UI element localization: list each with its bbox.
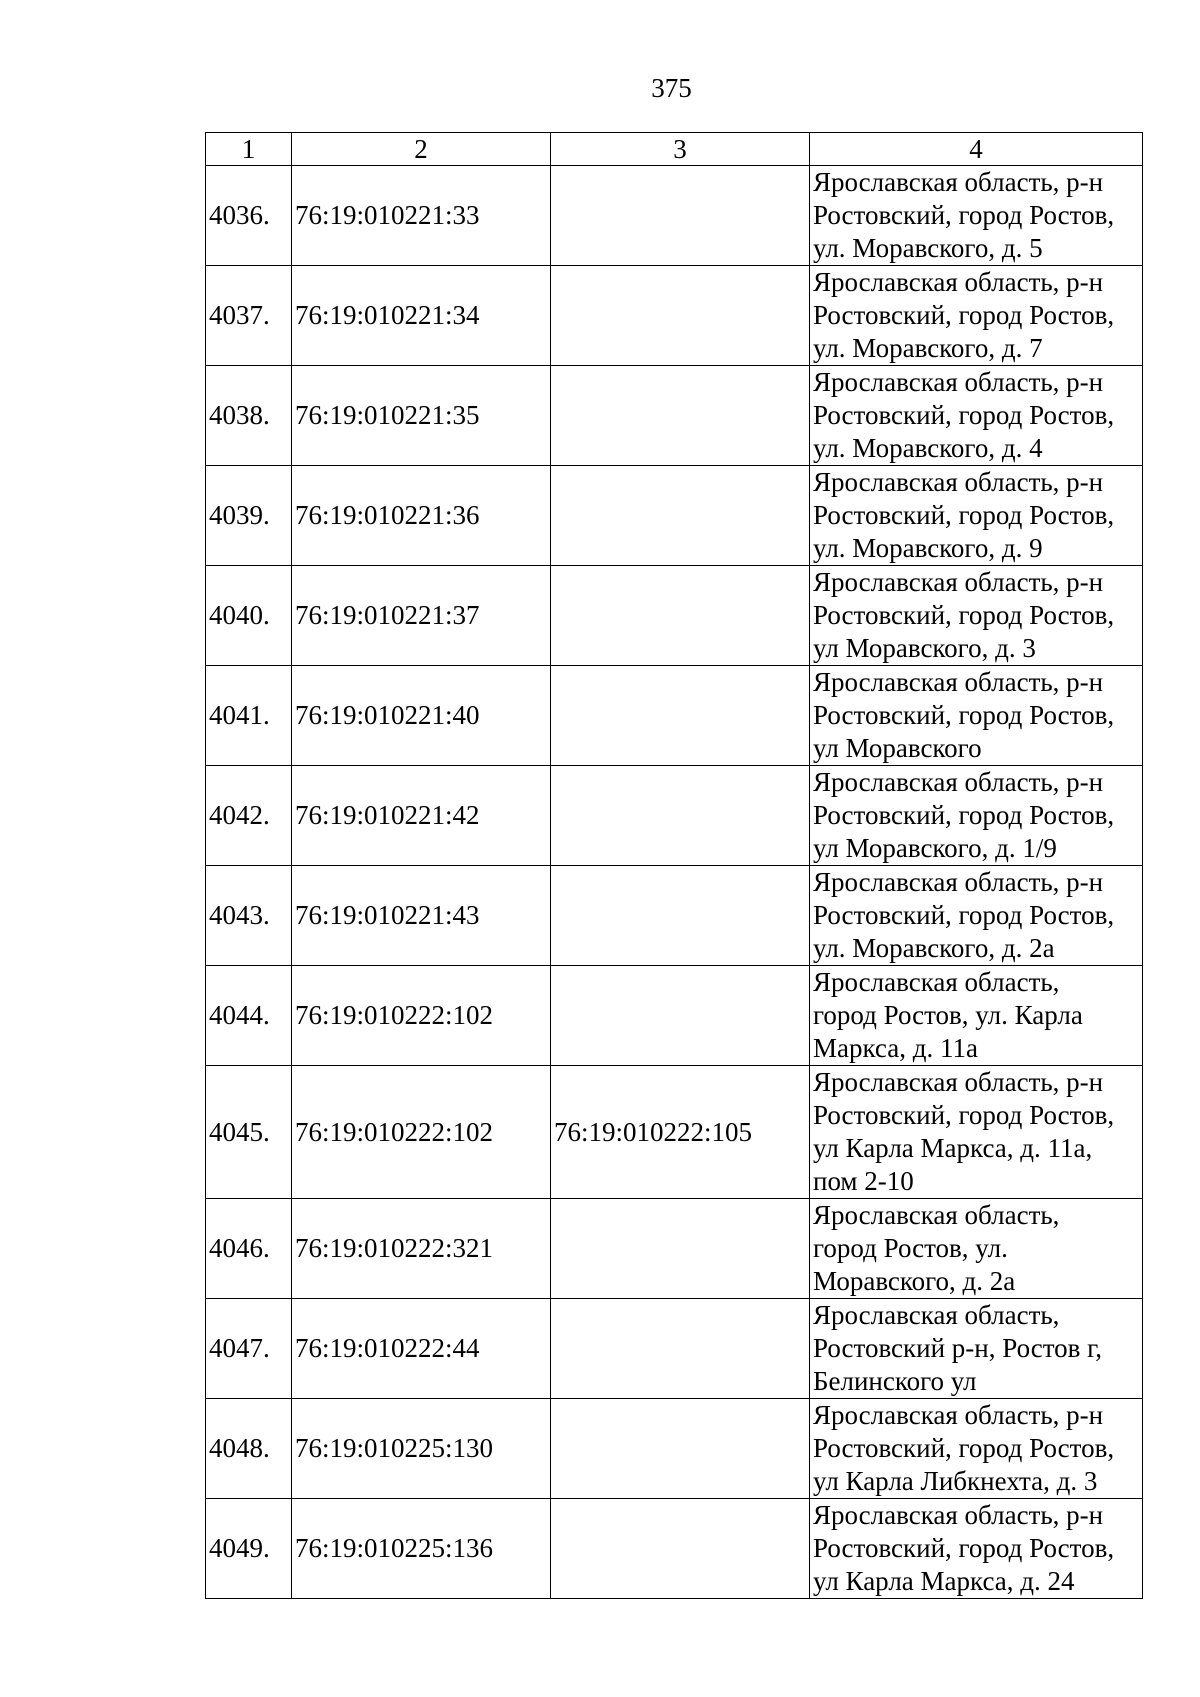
cadastral-number: 76:19:010222:321 xyxy=(292,1199,551,1299)
cadastral-number: 76:19:010221:34 xyxy=(292,266,551,366)
related-cadastral-number xyxy=(551,966,810,1066)
related-cadastral-number xyxy=(551,666,810,766)
address: Ярославская область, Ростовский р-н, Ростов г, Белинского ул xyxy=(810,1299,1143,1399)
row-number: 4044. xyxy=(206,966,292,1066)
header-cell-2: 2 xyxy=(292,133,551,166)
related-cadastral-number: 76:19:010222:105 xyxy=(551,1066,810,1199)
address: Ярославская область, город Ростов, ул. Карла Маркса, д. 11а xyxy=(810,966,1143,1066)
header-cell-1: 1 xyxy=(206,133,292,166)
address: Ярославская область, р-н Ростовский, город Ростов, ул. Моравского, д. 4 xyxy=(810,366,1143,466)
row-number: 4048. xyxy=(206,1399,292,1499)
table-row xyxy=(206,366,1143,466)
table-row xyxy=(206,766,1143,866)
header-cell-3: 3 xyxy=(551,133,810,166)
address: Ярославская область, р-н Ростовский, город Ростов, ул Карла Маркса, д. 24 xyxy=(810,1499,1143,1599)
address: Ярославская область, р-н Ростовский, город Ростов, ул Моравского xyxy=(810,666,1143,766)
address: Ярославская область, р-н Ростовский, город Ростов, ул. Моравского, д. 9 xyxy=(810,466,1143,566)
row-number: 4037. xyxy=(206,266,292,366)
related-cadastral-number xyxy=(551,766,810,866)
cadastral-number: 76:19:010221:43 xyxy=(292,866,551,966)
row-number: 4038. xyxy=(206,366,292,466)
header-cell-4: 4 xyxy=(810,133,1143,166)
cadastral-number: 76:19:010221:33 xyxy=(292,166,551,266)
cadastral-number: 76:19:010225:130 xyxy=(292,1399,551,1499)
address: Ярославская область, р-н Ростовский, город Ростов, ул Карла Либкнехта, д. 3 xyxy=(810,1399,1143,1499)
table-row xyxy=(206,1299,1143,1399)
row-number: 4040. xyxy=(206,566,292,666)
cadastral-number: 76:19:010221:42 xyxy=(292,766,551,866)
row-number: 4041. xyxy=(206,666,292,766)
cadastral-number: 76:19:010221:40 xyxy=(292,666,551,766)
address: Ярославская область, город Ростов, ул. Моравского, д. 2а xyxy=(810,1199,1143,1299)
table-row xyxy=(206,566,1143,666)
related-cadastral-number xyxy=(551,566,810,666)
cadastral-number: 76:19:010222:102 xyxy=(292,1066,551,1199)
row-number: 4036. xyxy=(206,166,292,266)
related-cadastral-number xyxy=(551,1399,810,1499)
related-cadastral-number xyxy=(551,266,810,366)
cadastral-number: 76:19:010221:35 xyxy=(292,366,551,466)
cadastral-number: 76:19:010222:44 xyxy=(292,1299,551,1399)
address: Ярославская область, р-н Ростовский, город Ростов, ул. Моравского, д. 7 xyxy=(810,266,1143,366)
address: Ярославская область, р-н Ростовский, город Ростов, ул Карла Маркса, д. 11а, пом 2-10 xyxy=(810,1066,1143,1199)
page-number: 375 xyxy=(651,73,692,103)
cadastral-number: 76:19:010221:36 xyxy=(292,466,551,566)
address: Ярославская область, р-н Ростовский, город Ростов, ул. Моравского, д. 5 xyxy=(810,166,1143,266)
related-cadastral-number xyxy=(551,166,810,266)
table-row xyxy=(206,166,1143,266)
related-cadastral-number xyxy=(551,1299,810,1399)
row-number: 4046. xyxy=(206,1199,292,1299)
related-cadastral-number xyxy=(551,1199,810,1299)
address: Ярославская область, р-н Ростовский, город Ростов, ул Моравского, д. 3 xyxy=(810,566,1143,666)
address: Ярославская область, р-н Ростовский, город Ростов, ул. Моравского, д. 2а xyxy=(810,866,1143,966)
address: Ярославская область, р-н Ростовский, город Ростов, ул Моравского, д. 1/9 xyxy=(810,766,1143,866)
related-cadastral-number xyxy=(551,466,810,566)
row-number: 4039. xyxy=(206,466,292,566)
cadastral-number: 76:19:010225:136 xyxy=(292,1499,551,1599)
table-row xyxy=(206,866,1143,966)
header-row xyxy=(206,133,1143,166)
table-row xyxy=(206,1066,1143,1199)
table-row xyxy=(206,466,1143,566)
table-row xyxy=(206,1399,1143,1499)
table-row xyxy=(206,966,1143,1066)
table-row xyxy=(206,1199,1143,1299)
row-number: 4047. xyxy=(206,1299,292,1399)
related-cadastral-number xyxy=(551,866,810,966)
register-table xyxy=(205,132,1143,1599)
related-cadastral-number xyxy=(551,1499,810,1599)
table-row xyxy=(206,266,1143,366)
row-number: 4045. xyxy=(206,1066,292,1199)
table-row xyxy=(206,666,1143,766)
row-number: 4043. xyxy=(206,866,292,966)
cadastral-number: 76:19:010221:37 xyxy=(292,566,551,666)
table-row xyxy=(206,1499,1143,1599)
row-number: 4042. xyxy=(206,766,292,866)
cadastral-number: 76:19:010222:102 xyxy=(292,966,551,1066)
row-number: 4049. xyxy=(206,1499,292,1599)
related-cadastral-number xyxy=(551,366,810,466)
